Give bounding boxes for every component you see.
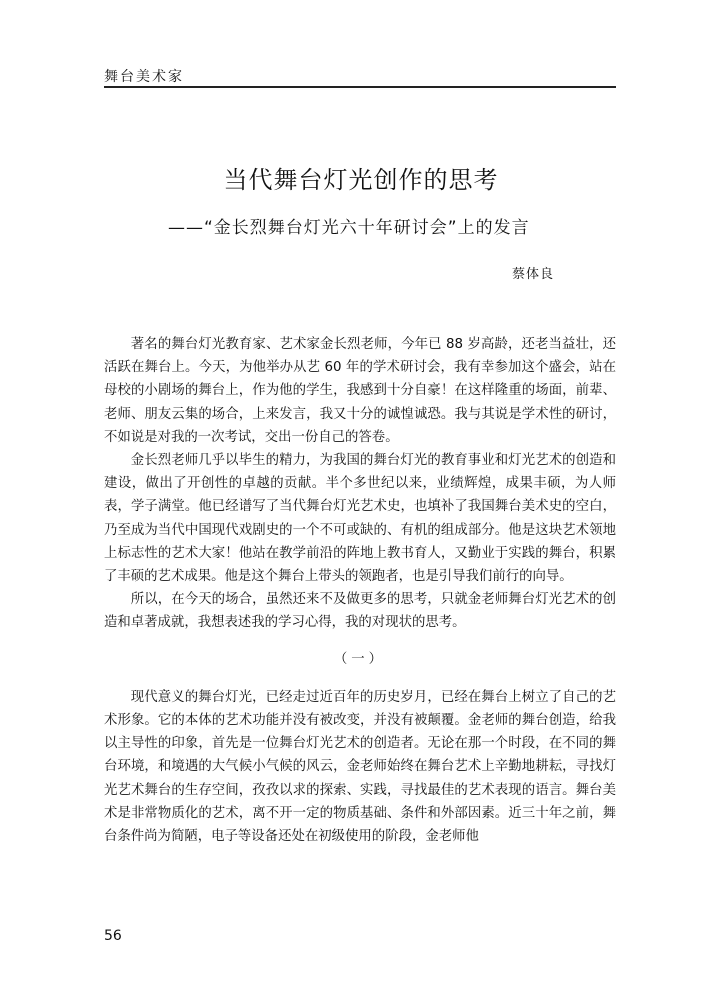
section-heading: （一） xyxy=(333,651,387,667)
body-paragraph: 著名的舞台灯光教育家、艺术家金长烈老师，今年已 88 岁高龄，还老当益壮，还活跃在舞台上。今天，为他举办从艺 60 年的学术研讨会，我有幸参加这个盛会，站在母校的小剧场的舞台上，作为他的学生，我感到十分自豪！在这样隆重的场面，前辈、老师、朋友云集的场合，上来发言，我又十分的诚惶诚恐。我与其说是学术性的研讨，不如说是对我的一次考试，交出一份自己的答卷。 xyxy=(104,337,616,445)
article-title: 当代舞台灯光创作的思考 xyxy=(223,166,499,194)
author-name: 蔡体良 xyxy=(512,267,555,282)
body-paragraph: 所以，在今天的场合，虽然还来不及做更多的思考，只就金老师舞台灯光艺术的创造和卓著成就，我想表述我的学习心得，我的对现状的思考。 xyxy=(104,592,616,631)
page-number: 56 xyxy=(104,928,122,944)
body-paragraph: 金长烈老师几乎以毕生的精力，为我国的舞台灯光的教育事业和灯光艺术的创造和建设，做出了开创性的卓越的贡献。半个多世纪以来，业绩辉煌，成果丰硕，为人师表，学子满堂。他已经谱写了当代舞台灯光艺术史，也填补了我国舞台美术史的空白，乃至成为当代中国现代戏剧史的一个不可或缺的、有机的组成部分。他是这块艺术领地上标志性的艺术大家！他站在教学前沿的阵地上教书育人，又勤业于实践的舞台，积累了丰硕的艺术成果。他是这个舞台上带头的领跑者，也是引导我们前行的向导。 xyxy=(104,453,616,585)
body-paragraph: 现代意义的舞台灯光，已经走过近百年的历史岁月，已经在舞台上树立了自己的艺术形象。它的本体的艺术功能并没有被改变，并没有被颠覆。金老师的舞台创造，给我以主导性的印象，首先是一位舞台灯光艺术的创造者。无论在那一个时段，在不同的舞台环境，和境遇的大气候小气候的风云，金老师始终在舞台艺术上辛勤地耕耘，寻找灯光艺术舞台的生存空间，孜孜以求的探索、实践，寻找最佳的艺术表现的语言。舞台美术是非常物质化的艺术，离不开一定的物质基础、条件和外部因素。近三十年之前，舞台条件尚为简陋，电子等设备还处在初级使用的阶段，金老师他 xyxy=(104,689,616,845)
header-divider xyxy=(104,86,616,88)
article-body xyxy=(104,333,616,848)
journal-name: 舞台美术家 xyxy=(104,69,184,85)
article-subtitle: ——“金长烈舞台灯光六十年研讨会”上的发言 xyxy=(168,218,530,238)
